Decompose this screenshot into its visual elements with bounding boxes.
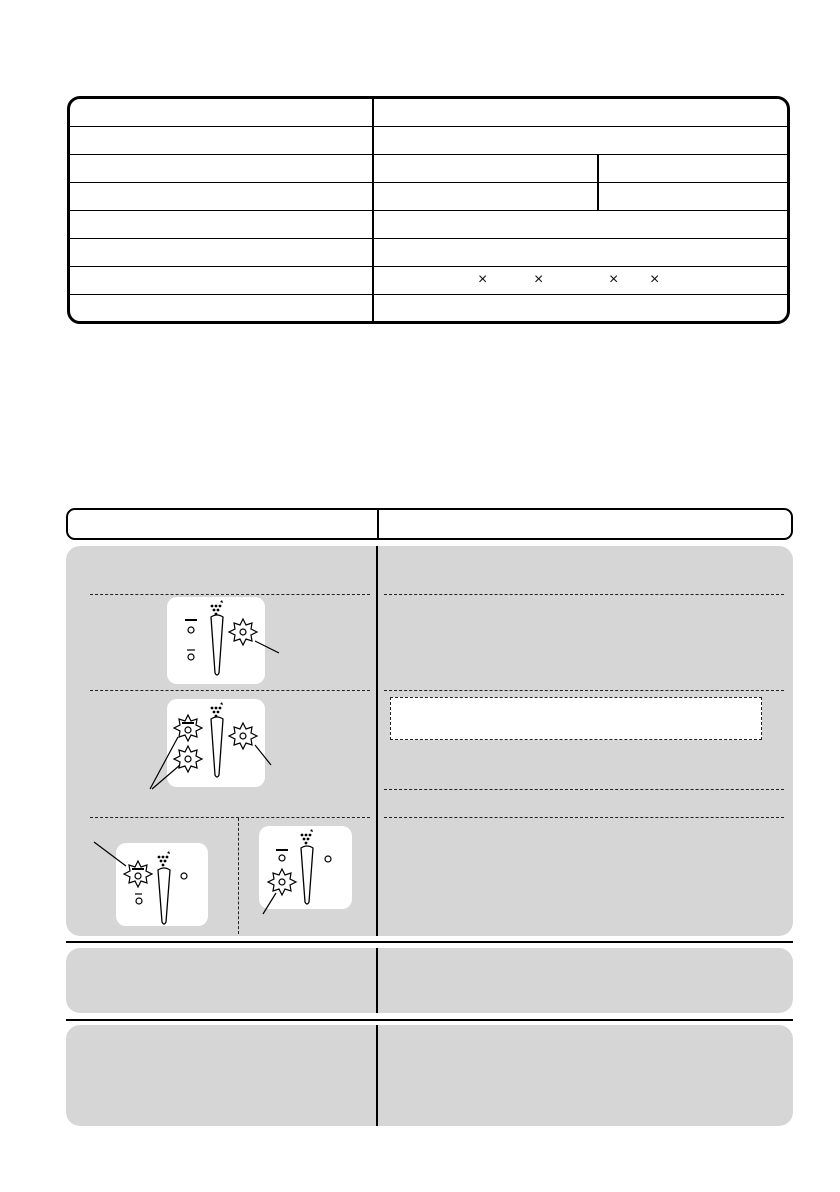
header-column-divider [377, 510, 379, 538]
block-column-divider [376, 546, 378, 936]
block-column-divider [376, 948, 378, 1013]
symptom-block [66, 948, 793, 1013]
block-column-divider [376, 1025, 378, 1126]
indicator-panel-two-lamps-flashing [140, 699, 280, 794]
dimension-multiply-sign: × [650, 271, 660, 288]
spec-table-row [70, 155, 787, 183]
spec-table-row [70, 295, 787, 324]
dashed-row-separator [384, 594, 784, 595]
indicator-panel-lower-lamp-flashing [255, 826, 365, 918]
dashed-row-separator [90, 690, 370, 691]
block-separator-line [66, 941, 793, 943]
indicator-panel-filter-lamp-flashing [167, 597, 297, 687]
dashed-row-separator [384, 817, 784, 818]
dimension-multiply-sign: × [478, 271, 488, 288]
dimension-multiply-sign: × [534, 271, 544, 288]
spec-table-row [70, 127, 787, 155]
dashed-column-separator [238, 818, 239, 934]
spec-table-row [70, 211, 787, 239]
note-box [390, 697, 762, 740]
dashed-row-separator [90, 594, 370, 595]
indicator-panel-left-lamp-flashing [94, 838, 214, 933]
spec-table-row [70, 267, 787, 295]
spec-table-row [70, 99, 787, 127]
symptom-block [66, 1025, 793, 1126]
spec-table-row [70, 239, 787, 267]
dashed-row-separator [384, 789, 784, 790]
specification-table [67, 96, 790, 324]
block-separator-line [66, 1019, 793, 1021]
dashed-row-separator [90, 817, 370, 818]
troubleshooting-table-header [66, 508, 793, 540]
dashed-row-separator [384, 690, 784, 691]
dimension-multiply-sign: × [609, 271, 619, 288]
spec-table-row [70, 183, 787, 211]
